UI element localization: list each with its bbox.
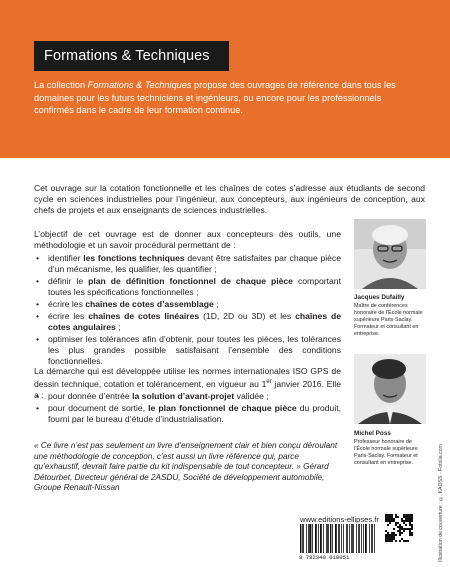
portrait-icon [354, 219, 426, 289]
list-item: • optimiser les tolérances afin d’obtenir, pour toutes les pièces, les tolérances les plus grandes possible satisfaisant l’ensemble des conditions fonctionnelles. [34, 334, 341, 367]
audience-paragraph: Cet ouvrage sur la cotation fonctionnelle et les chaînes de cotes s’adresse aux étudiants de second cycle en sciences industrielles pour l’ingénieur, aux concepteurs, aux ingénieurs de conception, aux chefs de projets et aux enseignants de sciences industrielles. [34, 183, 425, 215]
barcode-bar [316, 524, 317, 553]
barcode-bar [349, 524, 350, 553]
qr-cell [409, 520, 411, 522]
qr-cell [401, 532, 403, 534]
qr-cell [387, 524, 389, 526]
qr-cell [395, 540, 397, 542]
qr-cell [389, 536, 391, 538]
qr-cell [411, 514, 413, 516]
qr-cell [407, 516, 409, 518]
author-photo-dufailly [354, 219, 426, 289]
qr-cell [387, 514, 389, 516]
qr-cell [403, 516, 405, 518]
qr-cell [395, 514, 397, 516]
qr-cell [405, 518, 407, 520]
barcode-bar [371, 524, 372, 553]
qr-cell [399, 530, 401, 532]
barcode-bar [328, 524, 329, 553]
list-item: • définir le plan de définition fonctionnel de chaque pièce comportant toutes les spécifications fonctionnelles ; [34, 276, 341, 298]
qr-cell [385, 536, 387, 538]
qr-cell [399, 528, 401, 530]
qr-cell [401, 526, 403, 528]
qr-cell [387, 520, 389, 522]
qr-cell [393, 532, 395, 534]
barcode-bar [318, 524, 319, 553]
qr-cell [391, 532, 393, 534]
qr-cell [391, 536, 393, 538]
qr-cell [395, 534, 397, 536]
qr-cell [393, 528, 395, 530]
qr-cell [389, 534, 391, 536]
qr-cell [411, 532, 413, 534]
qr-cell [387, 516, 389, 518]
qr-cell [409, 518, 411, 520]
qr-cell [409, 534, 411, 536]
qr-cell [391, 516, 393, 518]
qr-cell [405, 516, 407, 518]
barcode-bar [352, 524, 353, 553]
author-name-poss: Michel Poss [354, 430, 391, 437]
qr-cell [403, 522, 405, 524]
qr-cell [385, 520, 387, 522]
list-item: • écrire les chaînes de cotes linéaires (1D, 2D ou 3D) et les chaînes de cotes angulaires ; [34, 311, 341, 333]
barcode-bar [339, 524, 340, 553]
qr-cell [397, 522, 399, 524]
qr-cell [401, 528, 403, 530]
qr-cell [389, 540, 391, 542]
qr-cell [391, 514, 393, 516]
barcode-bar [310, 524, 311, 553]
qr-cell [405, 524, 407, 526]
qr-cell [409, 522, 411, 524]
qr-cell [385, 516, 387, 518]
qr-cell [387, 518, 389, 520]
barcode-bar [302, 524, 303, 553]
qr-cell [399, 524, 401, 526]
qr-cell [405, 514, 407, 516]
orange-header-band [0, 0, 450, 158]
qr-cell [391, 538, 393, 540]
barcode-bar [321, 524, 322, 553]
qr-cell [389, 518, 391, 520]
qr-cell [387, 534, 389, 536]
qr-cell [385, 530, 387, 532]
barcode-bar [356, 524, 357, 553]
qr-cell [407, 518, 409, 520]
barcode-bar [327, 524, 328, 553]
qr-cell [395, 522, 397, 524]
list-item: • pour donnée d’entrée la solution d’avant-projet validée ; [34, 391, 341, 402]
qr-cell [407, 520, 409, 522]
barcode-bar [353, 524, 354, 553]
portrait-icon [354, 354, 426, 424]
barcode-bar [358, 524, 359, 553]
qr-cell [403, 514, 405, 516]
barcode-bar [363, 524, 364, 553]
barcode-bar [303, 524, 304, 553]
qr-cell [387, 540, 389, 542]
qr-cell [409, 532, 411, 534]
qr-cell [407, 540, 409, 542]
qr-cell [403, 540, 405, 542]
qr-cell [403, 520, 405, 522]
qr-cell [387, 536, 389, 538]
qr-cell [385, 538, 387, 540]
qr-cell [393, 520, 395, 522]
qr-cell [389, 522, 391, 524]
author-photo-poss [354, 354, 426, 424]
testimonial-quote: « Ce livre n’est pas seulement un livre d’enseignement clair et bien conçu déroulant une méthodologie de conception, c’est aussi un livre référence qui, parce qu’exhaustif, devrait faire partie du kit indispensable de tout concepteur. » Gérard Détourbet, Directeur général de 2ASDU, Société de développement automobile, Groupe Renault-Nissan [34, 441, 338, 493]
qr-cell [391, 520, 393, 522]
qr-cell [409, 524, 411, 526]
author-bio-poss: Professeur honoraire de l’École normale supérieure Paris-Saclay. Formateur et consultant en entreprise. [354, 439, 418, 466]
barcode-bar [330, 524, 331, 553]
qr-cell [411, 528, 413, 530]
author-name-dufailly: Jacques Dufailly [354, 294, 405, 301]
qr-cell [395, 516, 397, 518]
qr-cell [389, 514, 391, 516]
qr-cell [399, 534, 401, 536]
qr-cell [389, 538, 391, 540]
qr-cell [403, 530, 405, 532]
qr-cell [385, 540, 387, 542]
qr-cell [393, 534, 395, 536]
barcode-icon [298, 524, 378, 560]
barcode-bar [336, 524, 337, 553]
list-item: • écrire les chaînes de cotes d’assemblage ; [34, 299, 341, 310]
isbn-digits: 9 782340 018051 [299, 554, 350, 560]
qr-cell [411, 520, 413, 522]
qr-cell [395, 524, 397, 526]
qr-cell [391, 534, 393, 536]
qr-cell [407, 528, 409, 530]
qr-cell [409, 514, 411, 516]
list-item: • pour document de sortie, le plan fonctionnel de chaque pièce du produit, fourni par le bureau d’étude d’industrialisation. [34, 403, 341, 425]
qr-cell [411, 526, 413, 528]
barcode-bar [306, 524, 307, 553]
objective-list [34, 253, 341, 368]
series-title-box [34, 41, 229, 71]
qr-cell [397, 530, 399, 532]
qr-cell [405, 520, 407, 522]
barcode-bar [308, 524, 309, 553]
barcode-bar [346, 524, 347, 553]
method-paragraph: La démarche qui est développée utilise les normes internationales ISO GPS de dessin technique, cotation et tolérancement, en vigueur au 1er janvier 2016. Elle a : [34, 366, 341, 400]
series-title: Formations & Techniques [44, 48, 210, 64]
barcode-bar [359, 524, 360, 553]
qr-cell [405, 528, 407, 530]
qr-cell [409, 528, 411, 530]
qr-cell [385, 534, 387, 536]
qr-code-icon[interactable] [385, 514, 413, 542]
qr-cell [409, 530, 411, 532]
barcode-bar [361, 524, 362, 553]
barcode-bar [326, 524, 327, 553]
qr-cell [391, 518, 393, 520]
qr-cell [403, 528, 405, 530]
qr-cell [411, 534, 413, 536]
qr-cell [385, 514, 387, 516]
qr-cell [385, 518, 387, 520]
barcode-bar [347, 524, 348, 553]
objective-paragraph: L’objectif de cet ouvrage est de donner aux concepteurs des outils, une méthodologie et un savoir procédural permettant de : [34, 229, 341, 250]
qr-cell [401, 538, 403, 540]
qr-cell [393, 518, 395, 520]
barcode-bar [366, 524, 367, 553]
barcode-bar [369, 524, 370, 553]
qr-cell [399, 540, 401, 542]
qr-cell [389, 520, 391, 522]
qr-cell [401, 518, 403, 520]
qr-cell [397, 526, 399, 528]
qr-cell [407, 514, 409, 516]
qr-cell [401, 520, 403, 522]
qr-cell [387, 538, 389, 540]
barcode-bar [341, 524, 342, 553]
method-list [34, 391, 341, 426]
qr-cell [411, 516, 413, 518]
barcode-bar [374, 524, 375, 553]
publisher-website[interactable]: www.editions-ellipses.fr [300, 515, 379, 524]
barcode-bar [343, 524, 344, 553]
list-item: • identifier les fonctions techniques devant être satisfaites par chaque pièce d’un mécanisme, les qualifier, les quantifier ; [34, 253, 341, 275]
qr-cell [399, 532, 401, 534]
qr-cell [391, 540, 393, 542]
barcode-bar [332, 524, 333, 553]
barcode-bar [323, 524, 324, 553]
qr-cell [411, 524, 413, 526]
qr-cell [405, 540, 407, 542]
series-description: La collection Formations & Techniques propose des ouvrages de référence dans tous les domaines pour les futurs techniciens et ingénieurs, ou encore pour les professionnels confirmés dans le cadre de leur formation continue. [34, 80, 396, 116]
barcode-bar [372, 524, 373, 553]
qr-cell [411, 518, 413, 520]
qr-cell [409, 516, 411, 518]
qr-cell [389, 516, 391, 518]
qr-cell [393, 538, 395, 540]
barcode-bar [312, 524, 313, 553]
author-bio-dufailly: Maître de conférences honoraire de l’École normale supérieure Paris-Saclay. Formateur et consultant en entreprise. [354, 303, 423, 337]
barcode-bar [300, 524, 301, 553]
barcode-bar [338, 524, 339, 553]
qr-cell [387, 532, 389, 534]
barcode-bar [309, 524, 310, 553]
cover-credit: Illustration de couverture : © KAOSS - Fotolia.com [438, 444, 444, 562]
qr-cell [393, 536, 395, 538]
qr-cell [397, 516, 399, 518]
qr-cell [399, 526, 401, 528]
barcode-bar [351, 524, 352, 553]
